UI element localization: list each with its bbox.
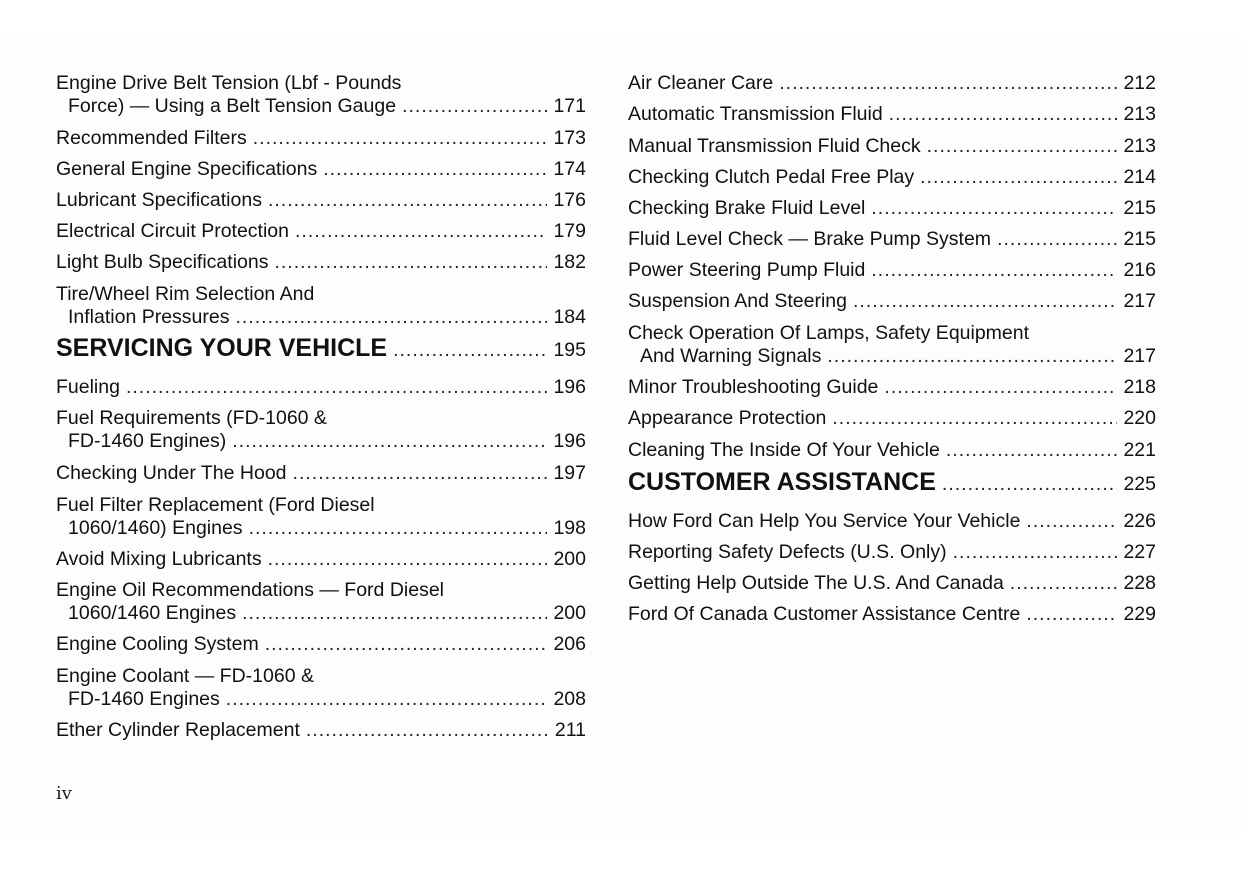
entry-title: 1060/1460 Engines — [68, 602, 237, 624]
toc-entry-line — [56, 95, 586, 118]
dot-leader — [997, 228, 1117, 251]
toc-entry — [56, 494, 586, 540]
entry-title: Engine Coolant — FD-1060 & — [56, 665, 314, 687]
entry-title: Electrical Circuit Protection — [56, 220, 289, 242]
dot-leader — [1026, 510, 1117, 533]
dot-leader — [946, 439, 1118, 462]
dot-leader — [323, 158, 547, 181]
entry-title: Ether Cylinder Replacement — [56, 719, 300, 741]
entry-page-number: 208 — [553, 688, 586, 710]
toc-entry — [56, 72, 586, 118]
toc-entry-line — [628, 322, 1156, 345]
entry-title: Checking Under The Hood — [56, 462, 287, 484]
entry-page-number: 218 — [1123, 376, 1156, 398]
toc-entry-line — [56, 430, 586, 453]
dot-leader — [268, 548, 548, 571]
toc-entry-line — [628, 166, 1156, 189]
entry-page-number: 200 — [553, 548, 586, 570]
toc-entry — [628, 541, 1156, 564]
entry-title: Checking Brake Fluid Level — [628, 197, 866, 219]
entry-title: Manual Transmission Fluid Check — [628, 135, 921, 157]
toc-entry-line — [628, 135, 1156, 158]
dot-leader — [1026, 603, 1117, 626]
toc-entry — [628, 135, 1156, 158]
entry-title: FD-1460 Engines) — [68, 430, 227, 452]
entry-page-number: 214 — [1123, 166, 1156, 188]
toc-entry-line — [628, 572, 1156, 595]
section-title: SERVICING YOUR VEHICLE — [56, 334, 388, 362]
toc-entry-line — [56, 494, 586, 517]
dot-leader — [402, 95, 547, 118]
toc-entry-line — [56, 517, 586, 540]
dot-leader — [853, 290, 1117, 313]
dot-leader — [126, 376, 547, 399]
toc-entry — [56, 376, 586, 399]
dot-leader — [306, 719, 549, 742]
entry-title: Lubricant Specifications — [56, 189, 262, 211]
toc-entry — [628, 510, 1156, 533]
toc-entry-line — [56, 306, 586, 329]
entry-page-number: 200 — [553, 602, 586, 624]
entry-title: Air Cleaner Care — [628, 72, 774, 94]
toc-entry — [56, 127, 586, 150]
dot-leader — [920, 166, 1117, 189]
toc-entry-line — [56, 407, 586, 430]
toc-entry — [628, 103, 1156, 126]
entry-page-number: 173 — [553, 127, 586, 149]
toc-entry-line — [56, 602, 586, 625]
entry-title: Force) — Using a Belt Tension Gauge — [68, 95, 397, 117]
toc-entry-line — [628, 376, 1156, 399]
section-title: CUSTOMER ASSISTANCE — [628, 468, 936, 496]
entry-title: Checking Clutch Pedal Free Play — [628, 166, 915, 188]
entry-title: 1060/1460) Engines — [68, 517, 243, 539]
toc-entry — [628, 228, 1156, 251]
dot-leader — [253, 127, 548, 150]
dot-leader — [393, 339, 547, 362]
entry-page-number: 212 — [1123, 72, 1156, 94]
dot-leader — [889, 103, 1118, 126]
toc-entry — [628, 197, 1156, 220]
toc-entry-line — [56, 548, 586, 571]
entry-title: Ford Of Canada Customer Assistance Centre — [628, 603, 1021, 625]
page-number: iv — [56, 783, 72, 804]
entry-title: Suspension And Steering — [628, 290, 847, 312]
entry-page-number: 226 — [1123, 510, 1156, 532]
dot-leader — [953, 541, 1118, 564]
entry-page-number: 215 — [1123, 228, 1156, 250]
entry-title: Fluid Level Check — Brake Pump System — [628, 228, 992, 250]
dot-leader — [884, 376, 1117, 399]
entry-title: FD-1460 Engines — [68, 688, 220, 710]
dot-leader — [232, 430, 547, 453]
toc-entry — [628, 322, 1156, 368]
toc-entry-line — [56, 462, 586, 485]
entry-title: Check Operation Of Lamps, Safety Equipment — [628, 322, 1030, 344]
dot-leader — [242, 602, 547, 625]
entry-page-number: 195 — [553, 339, 586, 361]
toc-entry-line — [56, 633, 586, 656]
entry-page-number: 196 — [553, 376, 586, 398]
toc-entry-line — [628, 103, 1156, 126]
entry-page-number: 227 — [1123, 541, 1156, 563]
entry-page-number: 182 — [553, 251, 586, 273]
entry-title: Engine Drive Belt Tension (Lbf - Pounds — [56, 72, 402, 94]
toc-entry-line — [628, 259, 1156, 282]
dot-leader — [871, 259, 1117, 282]
toc-entry — [628, 407, 1156, 430]
entry-page-number: 221 — [1123, 439, 1156, 461]
toc-entry — [628, 290, 1156, 313]
toc-entry-line — [628, 439, 1156, 462]
entry-title: Fuel Filter Replacement (Ford Diesel — [56, 494, 375, 516]
dot-leader — [827, 345, 1117, 368]
entry-page-number: 217 — [1123, 345, 1156, 367]
entry-title: Engine Cooling System — [56, 633, 259, 655]
page-sheet — [0, 38, 1241, 836]
toc-entry-line — [628, 197, 1156, 220]
toc-entry — [628, 376, 1156, 399]
toc-entry — [628, 259, 1156, 282]
entry-page-number: 225 — [1123, 473, 1156, 495]
toc-entry-line — [56, 579, 586, 602]
toc-entry-line — [56, 283, 586, 306]
toc-entry-line — [628, 290, 1156, 313]
toc-entry-line — [628, 228, 1156, 251]
entry-title: Minor Troubleshooting Guide — [628, 376, 879, 398]
entry-page-number: 217 — [1123, 290, 1156, 312]
toc-entry — [56, 579, 586, 625]
toc-entry — [628, 72, 1156, 95]
dot-leader — [268, 189, 548, 212]
entry-page-number: 176 — [553, 189, 586, 211]
toc-entry — [56, 462, 586, 485]
entry-title: General Engine Specifications — [56, 158, 318, 180]
entry-title: Appearance Protection — [628, 407, 827, 429]
toc-entry-line — [628, 468, 1156, 496]
dot-leader — [832, 407, 1117, 430]
entry-title: Tire/Wheel Rim Selection And — [56, 283, 315, 305]
toc-entry — [628, 603, 1156, 626]
toc-section-heading — [56, 334, 586, 362]
toc-entry-line — [56, 688, 586, 711]
entry-page-number: 206 — [553, 633, 586, 655]
toc-entry-line — [56, 376, 586, 399]
entry-page-number: 198 — [553, 517, 586, 539]
entry-page-number: 215 — [1123, 197, 1156, 219]
entry-title: Avoid Mixing Lubricants — [56, 548, 262, 570]
toc-entry-line — [56, 251, 586, 274]
toc-entry — [56, 283, 586, 329]
entry-page-number: 228 — [1123, 572, 1156, 594]
entry-title: Reporting Safety Defects (U.S. Only) — [628, 541, 947, 563]
toc-entry-line — [56, 158, 586, 181]
toc-entry — [56, 407, 586, 453]
entry-title: Power Steering Pump Fluid — [628, 259, 866, 281]
dot-leader — [871, 197, 1117, 220]
entry-title: And Warning Signals — [640, 345, 822, 367]
entry-page-number: 179 — [553, 220, 586, 242]
entry-page-number: 174 — [553, 158, 586, 180]
toc-entry-line — [628, 510, 1156, 533]
toc-entry-line — [628, 345, 1156, 368]
entry-title: Fuel Requirements (FD-1060 & — [56, 407, 327, 429]
entry-title: Fueling — [56, 376, 120, 398]
toc-section-heading — [628, 468, 1156, 496]
toc-entry-line — [56, 719, 586, 742]
entry-page-number: 171 — [553, 95, 586, 117]
entry-title: Recommended Filters — [56, 127, 247, 149]
toc-entry-line — [628, 603, 1156, 626]
toc-entry-line — [628, 407, 1156, 430]
entry-title: Cleaning The Inside Of Your Vehicle — [628, 439, 940, 461]
toc-entry-line — [628, 541, 1156, 564]
dot-leader — [779, 72, 1117, 95]
dot-leader — [236, 306, 548, 329]
entry-title: How Ford Can Help You Service Your Vehicle — [628, 510, 1021, 532]
toc-entry — [56, 189, 586, 212]
entry-page-number: 216 — [1123, 259, 1156, 281]
entry-title: Inflation Pressures — [68, 306, 230, 328]
dot-leader — [1010, 572, 1118, 595]
entry-title: Engine Oil Recommendations — Ford Diesel — [56, 579, 445, 601]
toc-entry-line — [56, 665, 586, 688]
toc-entry — [56, 719, 586, 742]
toc-entry-line — [56, 189, 586, 212]
entry-title: Automatic Transmission Fluid — [628, 103, 883, 125]
toc-entry — [628, 439, 1156, 462]
toc-entry — [628, 166, 1156, 189]
toc-entry — [56, 251, 586, 274]
dot-leader — [942, 473, 1118, 496]
entry-page-number: 197 — [553, 462, 586, 484]
entry-page-number: 184 — [553, 306, 586, 328]
toc-entry — [56, 220, 586, 243]
dot-leader — [295, 220, 547, 243]
toc-entry — [56, 158, 586, 181]
dot-leader — [249, 517, 548, 540]
toc-entry — [628, 572, 1156, 595]
toc-entry-line — [628, 72, 1156, 95]
dot-leader — [927, 135, 1118, 158]
toc-entry — [56, 548, 586, 571]
entry-page-number: 213 — [1123, 135, 1156, 157]
toc-entry-line — [56, 220, 586, 243]
toc-entry-line — [56, 127, 586, 150]
entry-title: Light Bulb Specifications — [56, 251, 269, 273]
dot-leader — [226, 688, 548, 711]
toc-entry — [56, 665, 586, 711]
entry-title: Getting Help Outside The U.S. And Canada — [628, 572, 1004, 594]
toc-entry-line — [56, 72, 586, 95]
dot-leader — [274, 251, 547, 274]
entry-page-number: 196 — [553, 430, 586, 452]
entry-page-number: 220 — [1123, 407, 1156, 429]
dot-leader — [293, 462, 548, 485]
entry-page-number: 211 — [554, 719, 586, 741]
dot-leader — [265, 633, 548, 656]
toc-entry-line — [56, 334, 586, 362]
entry-page-number: 229 — [1123, 603, 1156, 625]
entry-page-number: 213 — [1123, 103, 1156, 125]
toc-entry — [56, 633, 586, 656]
